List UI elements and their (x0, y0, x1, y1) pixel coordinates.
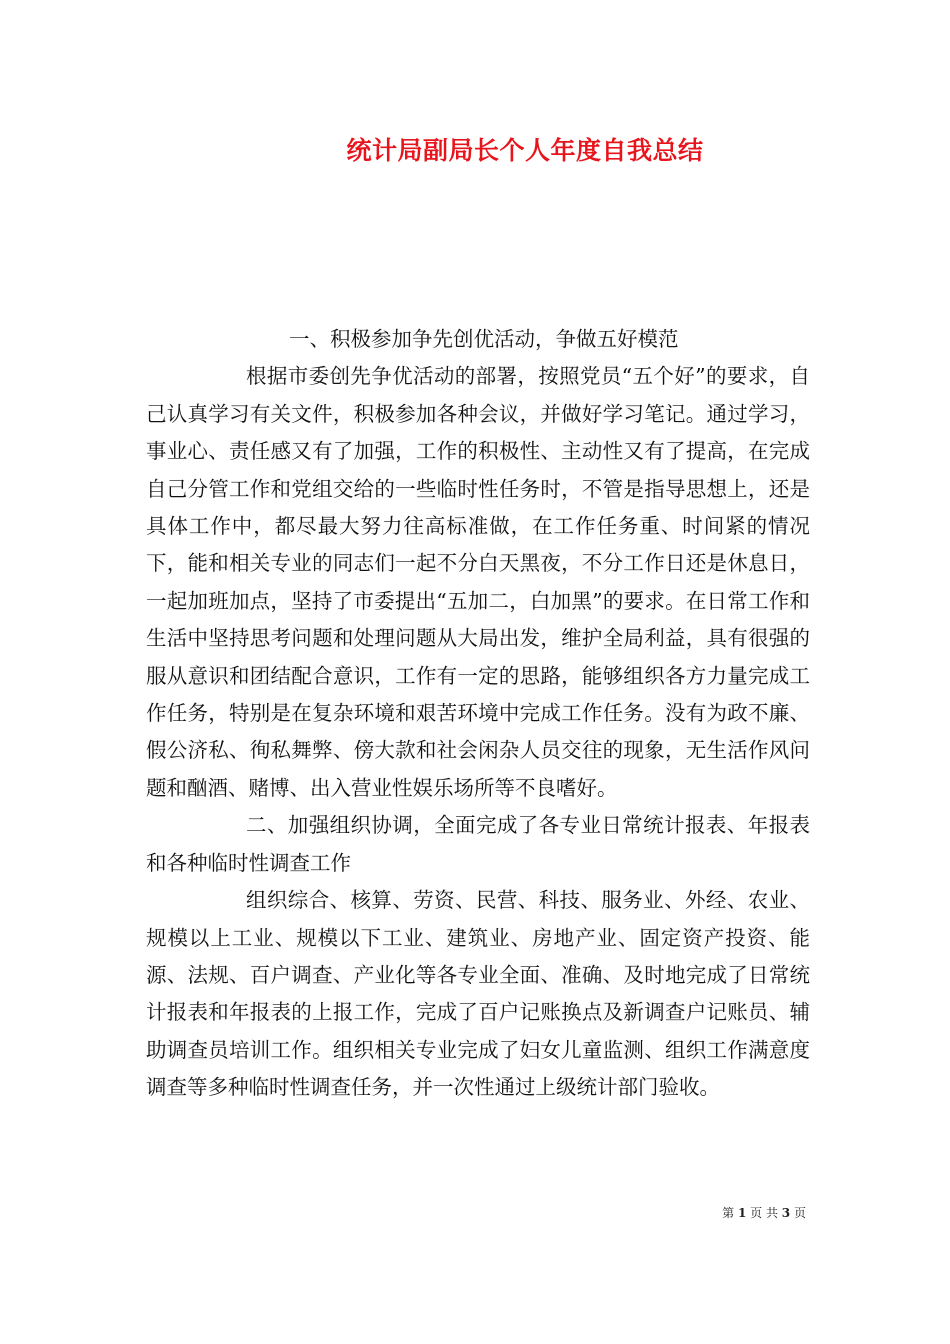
footer-middle: 页 共 (750, 1206, 778, 1220)
footer-prefix: 第 (722, 1206, 735, 1220)
document-title: 统计局副局长个人年度自我总结 (346, 136, 704, 165)
section-2-paragraph: 组织综合、核算、劳资、民营、科技、服务业、外经、农业、规模以上工业、规模以下工业、建筑业、房地产业、固定资产投资、能源、法规、百户调查、产业化等各专业全面、准确、及时地完成了日常统计报表和年报表的上报工作，完成了百户记账换点及新调查户记账员、辅助调查员培训工作。组织相关专业完成了妇女儿童监测、组织工作满意度调查等多种临时性调查任务，并一次性通过上级统计部门验收。 (146, 888, 810, 1100)
section-1-paragraph: 根据市委创先争优活动的部署，按照党员“五个好”的要求，自己认真学习有关文件，积极参加各种会议，并做好学习笔记。通过学习，事业心、责任感又有了加强，工作的积极性、主动性又有了提高，在完成自己分管工作和党组交给的一些临时性任务时，不管是指导思想上，还是具体工作中，都尽最大努力往高标准做，在工作任务重、时间紧的情况下，能和相关专业的同志们一起不分白天黑夜，不分工作日还是休息日，一起加班加点，坚持了市委提出“五加二，白加黑”的要求。在日常工作和生活中坚持思考问题和处理问题从大局出发，维护全局利益，具有很强的服从意识和团结配合意识，工作有一定的思路，能够组织各方力量完成工作任务，特别是在复杂环境和艰苦环境中完成工作任务。没有为政不廉、假公济私、徇私舞弊、傍大款和社会闲杂人员交往的现象，无生活作风问题和酗酒、赌博、出入营业性娱乐场所等不良嗜好。 (146, 364, 810, 800)
section-2-heading: 二、加强组织协调，全面完成了各专业日常统计报表、年报表和各种临时性调查工作 (146, 813, 810, 875)
section-1-heading: 一、积极参加争先创优活动，争做五好模范 (289, 327, 679, 351)
footer-current-page: 1 (737, 1206, 747, 1220)
document-body (146, 321, 810, 1107)
footer-total-pages: 3 (781, 1206, 791, 1220)
footer-suffix: 页 (793, 1206, 806, 1220)
page-number-footer (650, 1205, 806, 1221)
